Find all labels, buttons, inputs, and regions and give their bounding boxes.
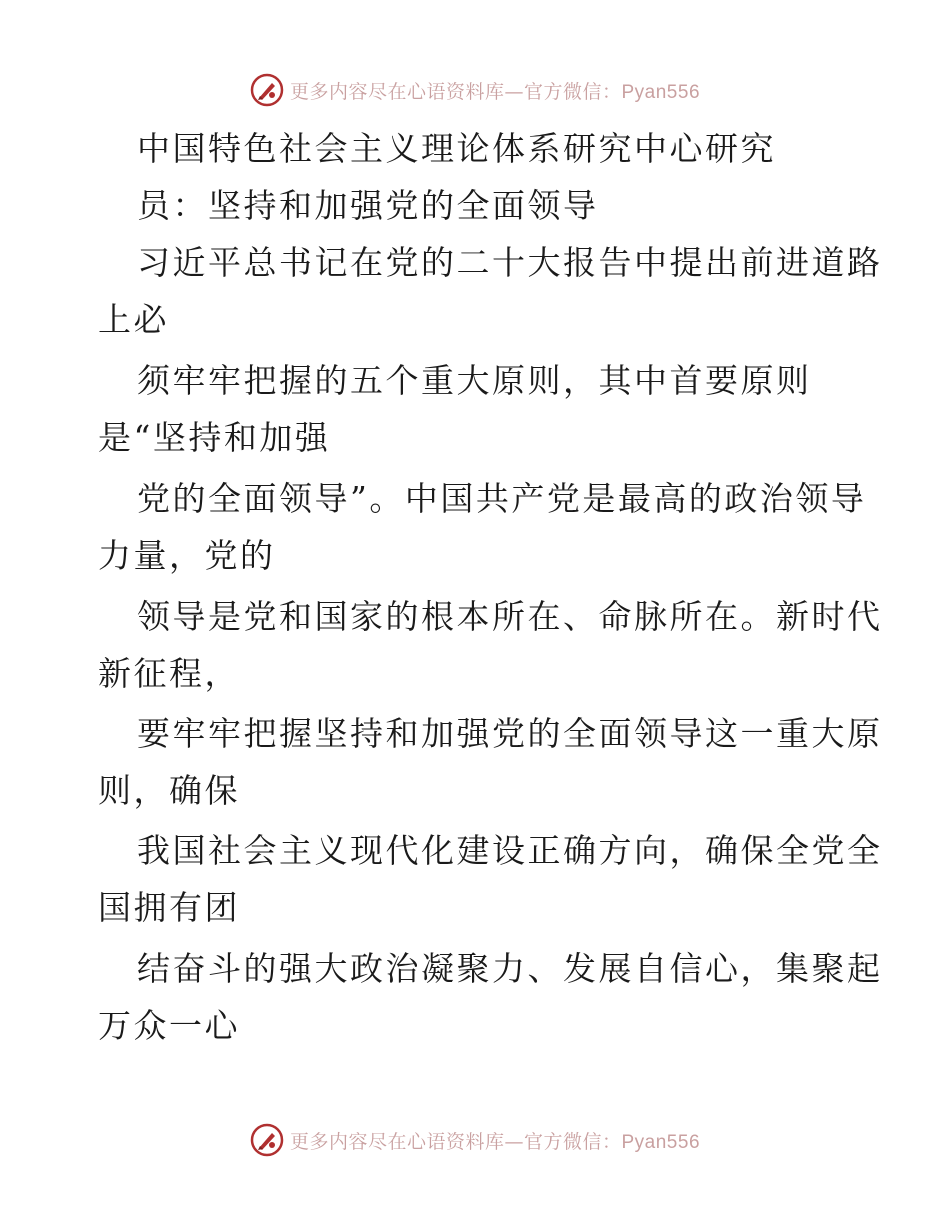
quill-logo-icon xyxy=(250,73,284,107)
doc-line: 须牢牢把握的五个重大原则，其中首要原则 xyxy=(137,361,812,400)
doc-line: 我国社会主义现代化建设正确方向，确保全党全 xyxy=(137,831,883,870)
watermark-text xyxy=(290,77,700,104)
watermark-text xyxy=(290,1127,700,1154)
footer-watermark-banner xyxy=(0,1120,950,1160)
doc-line: 党的全面领导”。中国共产党是最高的政治领导 xyxy=(137,479,867,518)
doc-line: 万众一心 xyxy=(98,1006,240,1045)
doc-line-title-cont: 员：坚持和加强党的全面领导 xyxy=(137,186,599,225)
watermark-account: Pyan556 xyxy=(621,81,701,103)
doc-line: 新征程， xyxy=(98,654,240,693)
doc-line: 结奋斗的强大政治凝聚力、发展自信心，集聚起 xyxy=(137,949,883,988)
header-watermark-banner xyxy=(0,70,950,110)
doc-line: 则，确保 xyxy=(98,771,240,810)
watermark-label: 更多内容尽在心语资料库—官方微信： xyxy=(289,1130,622,1153)
doc-line: 国拥有团 xyxy=(98,888,240,927)
doc-line: 是“坚持和加强 xyxy=(98,418,331,457)
watermark-account: Pyan556 xyxy=(621,1131,701,1153)
quill-logo-icon xyxy=(250,1123,284,1157)
doc-line-title: 中国特色社会主义理论体系研究中心研究 xyxy=(137,129,776,168)
doc-line: 习近平总书记在党的二十大报告中提出前进道路 xyxy=(137,243,883,282)
doc-line: 上必 xyxy=(98,300,169,339)
doc-line: 力量，党的 xyxy=(98,536,276,575)
watermark-label: 更多内容尽在心语资料库—官方微信： xyxy=(289,80,622,103)
doc-line: 领导是党和国家的根本所在、命脉所在。新时代 xyxy=(137,597,883,636)
doc-line: 要牢牢把握坚持和加强党的全面领导这一重大原 xyxy=(137,714,883,753)
